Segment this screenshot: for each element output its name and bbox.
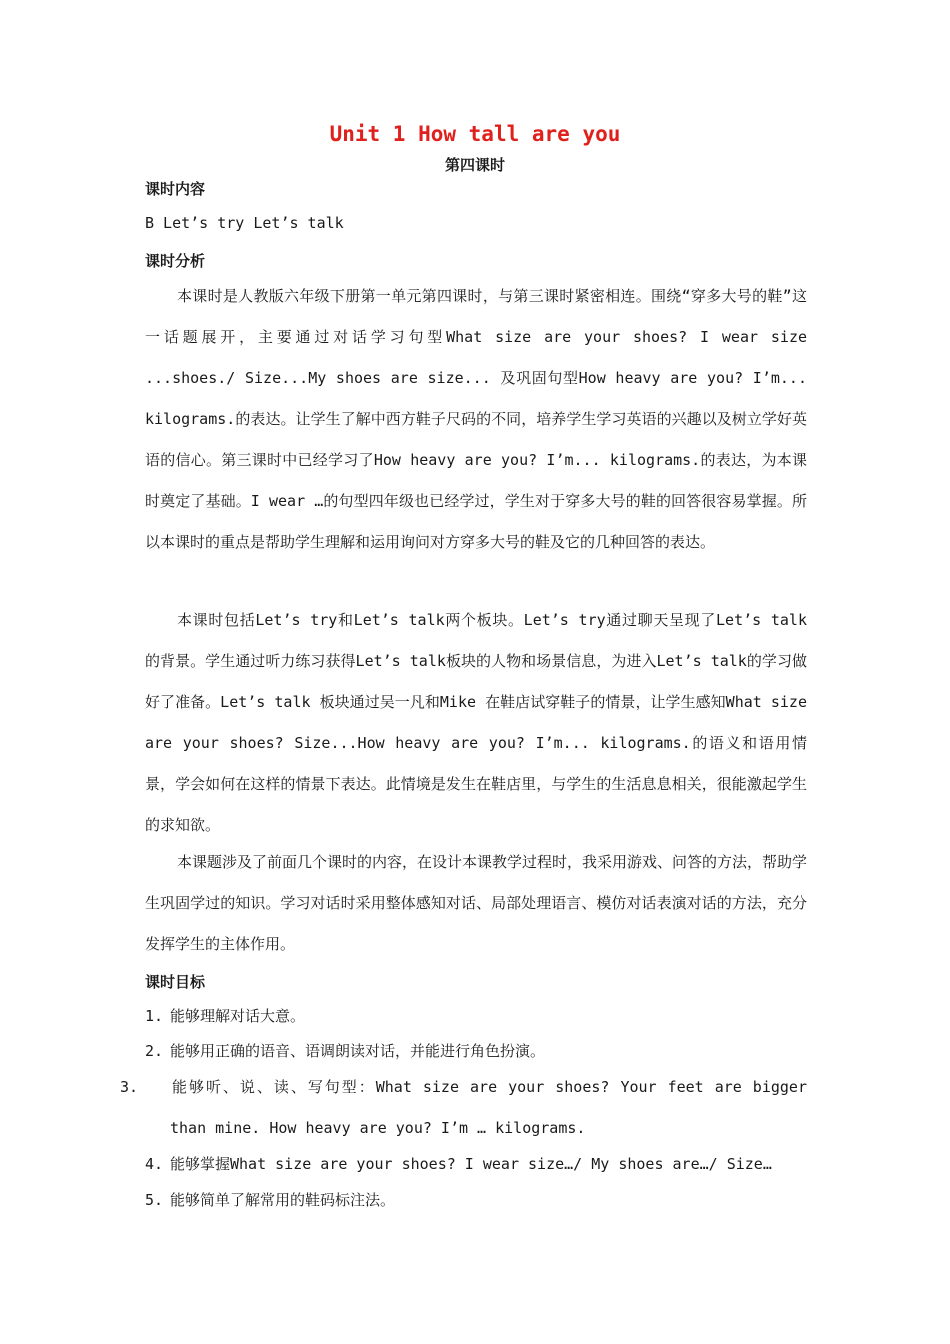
goal-number: 5. bbox=[145, 1191, 164, 1209]
goals-heading: 课时目标 bbox=[145, 973, 206, 991]
goal-text: 能够简单了解常用的鞋码标注法。 bbox=[170, 1191, 396, 1209]
content-heading: 课时内容 bbox=[145, 180, 206, 198]
analysis-paragraph-3: 本课题涉及了前面几个课时的内容，在设计本课教学过程时，我采用游戏、问答的方法，帮助学生巩固学过的知识。学习对话时采用整体感知对话、局部处理语言、模仿对话表演对话的方法，充分发挥学生的主体作用。 bbox=[145, 853, 808, 953]
goal-item bbox=[145, 1180, 807, 1221]
goal-item bbox=[120, 1067, 807, 1149]
analysis-heading: 课时分析 bbox=[145, 252, 206, 270]
content-text: B Let’s try Let’s talk bbox=[145, 214, 344, 232]
goal-number: 3. bbox=[120, 1078, 139, 1096]
goal-number: 2. bbox=[145, 1042, 164, 1060]
goal-text: 能够掌握What size are your shoes? I wear size…/ My shoes are…/ Size… bbox=[170, 1155, 772, 1173]
goal-item bbox=[145, 1031, 807, 1072]
lesson-subtitle: 第四课时 bbox=[444, 156, 505, 174]
goal-item bbox=[145, 1144, 807, 1185]
goal-text: 能够听、说、读、写句型：What size are your shoes? Your feet are bigger than mine. How heavy are you? I’m … kilograms. bbox=[170, 1078, 807, 1137]
goal-number: 4. bbox=[145, 1155, 164, 1173]
goal-number: 1. bbox=[145, 1007, 164, 1025]
analysis-paragraph-2: 本课时包括Let’s try和Let’s talk两个板块。Let’s try通过聊天呈现了Let’s talk 的背景。学生通过听力练习获得Let’s talk板块的人物和场景信息，为进入Let’s talk的学习做好了准备。Let’s talk 板块通过吴一凡和Mike 在鞋店试穿鞋子的情景，让学生感知What size are your shoes? Size...How heavy are you? I’m... kilograms.的语义和语用情景，学会如何在这样的情景下表达。此情境是发生在鞋店里，与学生的生活息息相关，很能激起学生的求知欲。 bbox=[145, 611, 807, 834]
analysis-paragraph-1: 本课时是人教版六年级下册第一单元第四课时，与第三课时紧密相连。围绕“穿多大号的鞋”这一话题展开，主要通过对话学习句型What size are your shoes? I wear size ...shoes./ Size...My shoes are size... 及巩固句型How heavy are you? I’m... kilograms.的表达。让学生了解中西方鞋子尺码的不同，培养学生学习英语的兴趣以及树立学好英语的信心。第三课时中已经学习了How heavy are you? I’m... kilograms.的表达，为本课时奠定了基础。I wear …的句型四年级也已经学过，学生对于穿多大号的鞋的回答很容易掌握。所以本课时的重点是帮助学生理解和运用询问对方穿多大号的鞋及它的几种回答的表达。 bbox=[145, 287, 807, 551]
document-title: Unit 1 How tall are you bbox=[329, 122, 621, 146]
goal-text: 能够用正确的语音、语调朗读对话，并能进行角色扮演。 bbox=[170, 1042, 546, 1060]
goal-text: 能够理解对话大意。 bbox=[170, 1007, 306, 1025]
